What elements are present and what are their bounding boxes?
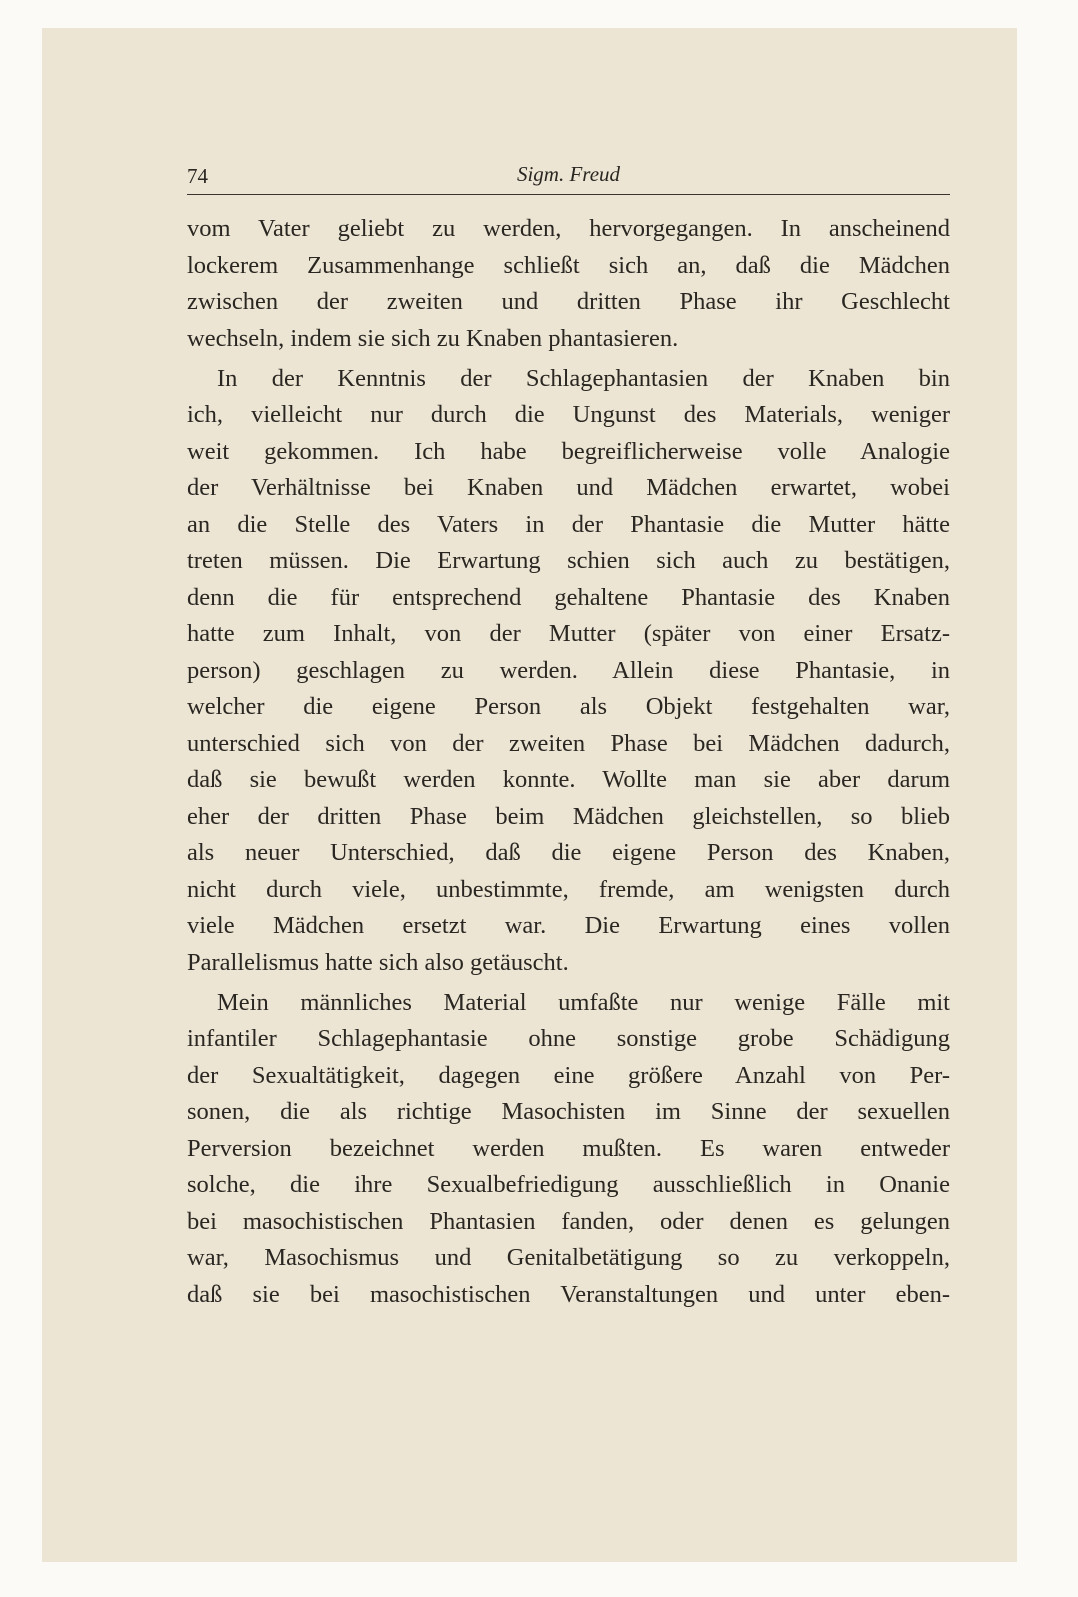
text-line: treten müssen. Die Erwartung schien sich auch zu bestätigen, — [187, 547, 950, 574]
text-line: bei masochistischen Phantasien fanden, oder denen es gelungen — [187, 1207, 950, 1235]
text-line: sonen, die als richtige Masochisten im Sinne der sexuellen — [187, 1098, 950, 1125]
page-number: 74 — [187, 164, 208, 188]
text-line: der Verhältnisse bei Knaben und Mädchen erwartet, wobei — [187, 474, 950, 501]
body-text — [187, 211, 950, 1317]
text-line: der Sexualtätigkeit, dagegen eine größere Anzahl von Per- — [187, 1061, 950, 1089]
text-line: war, Masochismus und Genitalbetätigung so zu verkoppeln, — [187, 1244, 950, 1271]
text-line: als neuer Unterschied, daß die eigene Person des Knaben, — [187, 839, 950, 866]
text-line: infantiler Schlagephantasie ohne sonstige grobe Schädigung — [187, 1025, 950, 1052]
text-line: lockerem Zusammenhange schließt sich an, daß die Mädchen — [187, 251, 950, 279]
text-line: Mein männliches Material umfaßte nur wenige Fälle mit — [217, 988, 950, 1016]
text-line: eher der dritten Phase beim Mädchen gleichstellen, so blieb — [187, 802, 950, 830]
text-line: welcher die eigene Person als Objekt festgehalten war, — [187, 693, 950, 720]
text-line: zwischen der zweiten und dritten Phase ihr Geschlecht — [187, 288, 950, 315]
text-line: hatte zum Inhalt, von der Mutter (später von einer Ersatz- — [187, 620, 950, 647]
text-line: denn die für entsprechend gehaltene Phantasie des Knaben — [187, 583, 950, 611]
page-header — [187, 160, 950, 195]
text-line: unterschied sich von der zweiten Phase bei Mädchen dadurch, — [187, 729, 950, 757]
text-line: Perversion bezeichnet werden mußten. Es waren entweder — [187, 1134, 950, 1162]
text-line: an die Stelle des Vaters in der Phantasie die Mutter hätte — [187, 510, 950, 538]
text-line: In der Kenntnis der Schlagephantasien der Knaben bin — [217, 364, 950, 392]
paragraph — [187, 985, 950, 1314]
text-line: nicht durch viele, unbestimmte, fremde, am wenigsten durch — [187, 875, 950, 903]
paragraph — [187, 361, 950, 982]
paragraph — [187, 211, 950, 357]
text-line: ich, vielleicht nur durch die Ungunst des Materials, weniger — [187, 401, 950, 428]
text-line: Parallelismus hatte sich also getäuscht. — [187, 948, 569, 976]
text-line: solche, die ihre Sexualbefriedigung ausschließlich in Onanie — [187, 1171, 950, 1198]
text-line: vom Vater geliebt zu werden, hervorgegangen. In anscheinend — [187, 215, 950, 242]
text-line: viele Mädchen ersetzt war. Die Erwartung eines vollen — [187, 912, 950, 939]
text-line: wechseln, indem sie sich zu Knaben phantasieren. — [187, 324, 679, 352]
text-line: daß sie bei masochistischen Veranstaltungen und unter eben- — [187, 1280, 950, 1308]
text-line: daß sie bewußt werden konnte. Wollte man sie aber darum — [187, 766, 950, 793]
text-line: person) geschlagen zu werden. Allein diese Phantasie, in — [187, 656, 950, 684]
text-line: weit gekommen. Ich habe begreiflicherweise volle Analogie — [187, 437, 950, 465]
running-title: Sigm. Freud — [516, 162, 621, 186]
